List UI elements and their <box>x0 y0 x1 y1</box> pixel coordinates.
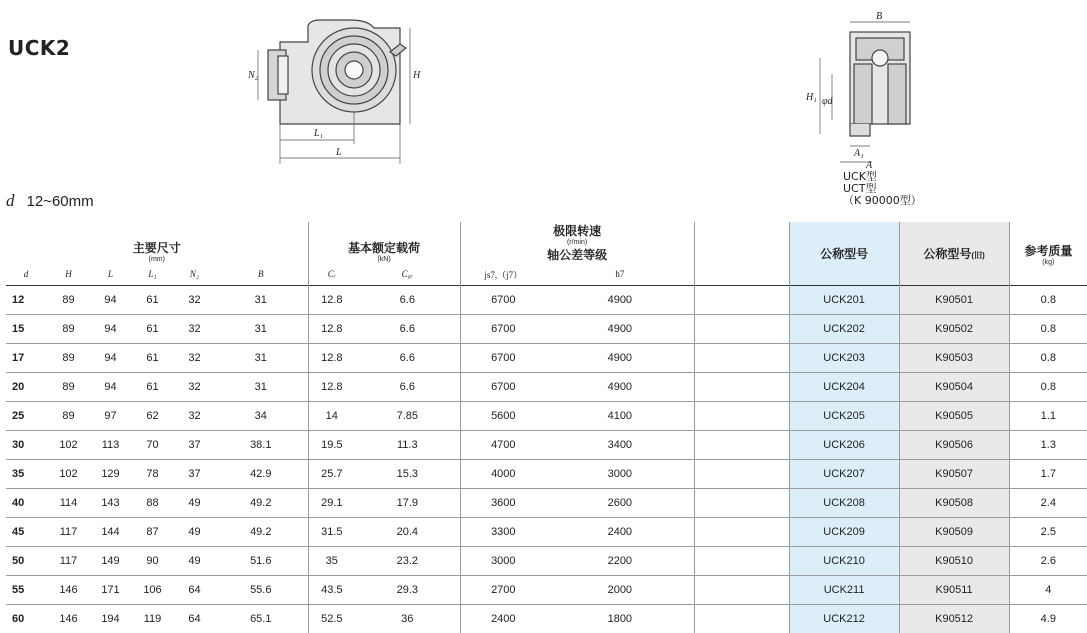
page-title: UCK2 <box>8 36 70 60</box>
cell-cr: 29.1 <box>308 489 355 518</box>
cell-l: 113 <box>91 431 130 460</box>
dim-label-d: φd <box>822 96 834 107</box>
cell-h: 114 <box>46 489 91 518</box>
cell-n2: 49 <box>175 547 214 576</box>
bore-symbol: d <box>6 191 15 210</box>
dim-label-b: B <box>876 11 882 22</box>
cell-l1: 88 <box>130 489 175 518</box>
cell-b: 31 <box>214 315 308 344</box>
cell-blank <box>694 489 789 518</box>
table-row <box>6 518 1087 547</box>
table-row <box>6 460 1087 489</box>
cell-b: 51.6 <box>214 547 308 576</box>
cell-js7: 6700 <box>460 344 546 373</box>
cell-js7: 5600 <box>460 402 546 431</box>
cell-l: 97 <box>91 402 130 431</box>
cell-kg: 0.8 <box>1009 344 1087 373</box>
cell-l: 143 <box>91 489 130 518</box>
cell-h: 102 <box>46 460 91 489</box>
cell-cr: 43.5 <box>308 576 355 605</box>
cell-c0r: 6.6 <box>355 286 460 315</box>
type-note: UCK型 <box>843 171 922 183</box>
cell-kg: 1.1 <box>1009 402 1087 431</box>
dim-label-l: L <box>335 147 342 158</box>
cell-cr: 12.8 <box>308 344 355 373</box>
cell-old: K90507 <box>899 460 1009 489</box>
cell-c0r: 7.85 <box>355 402 460 431</box>
cell-h7: 2400 <box>546 518 694 547</box>
cell-d: 50 <box>6 547 46 576</box>
cell-l: 94 <box>91 344 130 373</box>
cell-n2: 32 <box>175 373 214 402</box>
dim-label-h1: H₁ <box>805 92 817 103</box>
table-row <box>6 576 1087 605</box>
cell-js7: 3300 <box>460 518 546 547</box>
cell-js7: 6700 <box>460 373 546 402</box>
cell-c0r: 15.3 <box>355 460 460 489</box>
table-row <box>6 431 1087 460</box>
cell-blank <box>694 518 789 547</box>
cell-cr: 12.8 <box>308 286 355 315</box>
cell-l1: 78 <box>130 460 175 489</box>
subheader-d: d <box>6 263 46 286</box>
cell-l: 149 <box>91 547 130 576</box>
cell-n2: 32 <box>175 344 214 373</box>
cell-c0r: 6.6 <box>355 344 460 373</box>
cell-blank <box>694 315 789 344</box>
cell-h: 146 <box>46 576 91 605</box>
cell-h7: 4900 <box>546 373 694 402</box>
header-dims: 主要尺寸 (mm) <box>6 222 308 263</box>
cell-js7: 3000 <box>460 547 546 576</box>
cell-old: K90506 <box>899 431 1009 460</box>
cell-l1: 70 <box>130 431 175 460</box>
cell-model: UCK205 <box>789 402 899 431</box>
cell-model: UCK207 <box>789 460 899 489</box>
cell-kg: 1.3 <box>1009 431 1087 460</box>
table-row <box>6 373 1087 402</box>
cell-js7: 2400 <box>460 605 546 633</box>
cell-blank <box>694 576 789 605</box>
cell-blank <box>694 402 789 431</box>
subheader-h7: h7 <box>546 263 694 286</box>
header-model: 公称型号 <box>789 222 899 286</box>
table-row <box>6 489 1087 518</box>
type-note: UCT型 <box>843 183 922 195</box>
cell-l1: 106 <box>130 576 175 605</box>
header-speed: 极限转速 (r/min) 轴公差等级 <box>460 222 694 263</box>
cell-blank <box>694 373 789 402</box>
cell-c0r: 36 <box>355 605 460 633</box>
cell-cr: 52.5 <box>308 605 355 633</box>
bore-range-text: 12~60mm <box>27 193 94 210</box>
cell-kg: 0.8 <box>1009 373 1087 402</box>
table-row <box>6 286 1087 315</box>
cell-h7: 4100 <box>546 402 694 431</box>
cell-kg: 0.8 <box>1009 286 1087 315</box>
cell-old: K90501 <box>899 286 1009 315</box>
subheader-c0r: C₀ᵣ <box>355 263 460 286</box>
cell-h7: 4900 <box>546 286 694 315</box>
cell-kg: 2.6 <box>1009 547 1087 576</box>
cell-blank <box>694 460 789 489</box>
cell-kg: 4.9 <box>1009 605 1087 633</box>
cell-d: 25 <box>6 402 46 431</box>
cell-model: UCK206 <box>789 431 899 460</box>
subheader-cr: Cᵣ <box>308 263 355 286</box>
cell-js7: 6700 <box>460 286 546 315</box>
cell-js7: 2700 <box>460 576 546 605</box>
cell-l: 144 <box>91 518 130 547</box>
cell-js7: 3600 <box>460 489 546 518</box>
front-view-drawing <box>250 12 430 172</box>
header-weight: 参考质量 (kg) <box>1009 222 1087 286</box>
cell-model: UCK210 <box>789 547 899 576</box>
cell-model: UCK204 <box>789 373 899 402</box>
cell-b: 65.1 <box>214 605 308 633</box>
cell-n2: 37 <box>175 460 214 489</box>
cell-old: K90502 <box>899 315 1009 344</box>
cell-n2: 32 <box>175 315 214 344</box>
table-row <box>6 315 1087 344</box>
type-note: （K 90000型） <box>843 195 922 207</box>
cell-h: 146 <box>46 605 91 633</box>
subheader-h: H <box>46 263 91 286</box>
subheader-l1: L₁ <box>130 263 175 286</box>
cell-h7: 3000 <box>546 460 694 489</box>
cell-l1: 61 <box>130 344 175 373</box>
cell-h7: 4900 <box>546 315 694 344</box>
cell-b: 31 <box>214 344 308 373</box>
cell-h: 89 <box>46 402 91 431</box>
cell-cr: 35 <box>308 547 355 576</box>
cell-h: 89 <box>46 344 91 373</box>
cell-l1: 119 <box>130 605 175 633</box>
cell-kg: 2.4 <box>1009 489 1087 518</box>
cell-n2: 32 <box>175 402 214 431</box>
cell-b: 38.1 <box>214 431 308 460</box>
cell-kg: 2.5 <box>1009 518 1087 547</box>
cell-blank <box>694 286 789 315</box>
dim-label-h: H <box>412 70 421 81</box>
cell-model: UCK201 <box>789 286 899 315</box>
header-model-old: 公称型号(旧) <box>899 222 1009 286</box>
cell-c0r: 11.3 <box>355 431 460 460</box>
cell-old: K90511 <box>899 576 1009 605</box>
cell-d: 55 <box>6 576 46 605</box>
cell-l1: 61 <box>130 315 175 344</box>
dim-label-a: A <box>865 160 873 171</box>
cell-l1: 61 <box>130 286 175 315</box>
cell-d: 17 <box>6 344 46 373</box>
cell-kg: 0.8 <box>1009 315 1087 344</box>
cell-kg: 1.7 <box>1009 460 1087 489</box>
table-header-row <box>6 222 1087 263</box>
cell-old: K90504 <box>899 373 1009 402</box>
cell-blank <box>694 431 789 460</box>
cell-d: 30 <box>6 431 46 460</box>
dim-label-n2: N₂ <box>247 70 259 81</box>
cell-h7: 2600 <box>546 489 694 518</box>
cell-d: 60 <box>6 605 46 633</box>
cell-d: 12 <box>6 286 46 315</box>
cell-js7: 4000 <box>460 460 546 489</box>
cell-n2: 32 <box>175 286 214 315</box>
subheader-b: B <box>214 263 308 286</box>
cell-b: 31 <box>214 373 308 402</box>
table-row <box>6 547 1087 576</box>
cell-js7: 6700 <box>460 315 546 344</box>
table-row <box>6 605 1087 633</box>
cell-h7: 3400 <box>546 431 694 460</box>
type-notes <box>843 171 922 207</box>
cell-cr: 25.7 <box>308 460 355 489</box>
cell-d: 45 <box>6 518 46 547</box>
cell-h: 102 <box>46 431 91 460</box>
cell-blank <box>694 605 789 633</box>
cell-old: K90505 <box>899 402 1009 431</box>
cell-kg: 4 <box>1009 576 1087 605</box>
cell-n2: 64 <box>175 576 214 605</box>
cell-old: K90508 <box>899 489 1009 518</box>
cell-d: 35 <box>6 460 46 489</box>
cell-b: 31 <box>214 286 308 315</box>
cell-cr: 19.5 <box>308 431 355 460</box>
cell-model: UCK209 <box>789 518 899 547</box>
cell-c0r: 17.9 <box>355 489 460 518</box>
cell-h7: 4900 <box>546 344 694 373</box>
cell-c0r: 6.6 <box>355 373 460 402</box>
bore-range <box>6 191 94 211</box>
cell-n2: 64 <box>175 605 214 633</box>
cell-c0r: 20.4 <box>355 518 460 547</box>
cell-model: UCK203 <box>789 344 899 373</box>
dim-label-a1: A₁ <box>853 148 864 159</box>
cell-h: 117 <box>46 547 91 576</box>
subheader-js7: js7,（j7） <box>460 263 546 286</box>
cell-b: 55.6 <box>214 576 308 605</box>
cell-h7: 2000 <box>546 576 694 605</box>
cell-h7: 2200 <box>546 547 694 576</box>
dim-label-l1: L₁ <box>313 128 323 139</box>
cell-model: UCK202 <box>789 315 899 344</box>
cell-n2: 37 <box>175 431 214 460</box>
cell-model: UCK211 <box>789 576 899 605</box>
cell-l: 94 <box>91 286 130 315</box>
cell-h: 89 <box>46 315 91 344</box>
cell-d: 40 <box>6 489 46 518</box>
cell-old: K90512 <box>899 605 1009 633</box>
cell-l1: 90 <box>130 547 175 576</box>
table-body <box>6 286 1087 633</box>
cell-b: 49.2 <box>214 518 308 547</box>
cell-old: K90509 <box>899 518 1009 547</box>
cell-l: 194 <box>91 605 130 633</box>
cell-cr: 31.5 <box>308 518 355 547</box>
cell-cr: 12.8 <box>308 373 355 402</box>
cell-l1: 62 <box>130 402 175 431</box>
cell-l1: 87 <box>130 518 175 547</box>
cell-js7: 4700 <box>460 431 546 460</box>
cell-cr: 14 <box>308 402 355 431</box>
cell-h: 117 <box>46 518 91 547</box>
cell-old: K90503 <box>899 344 1009 373</box>
cell-cr: 12.8 <box>308 315 355 344</box>
cell-n2: 49 <box>175 518 214 547</box>
cell-l: 94 <box>91 315 130 344</box>
cell-d: 15 <box>6 315 46 344</box>
cell-n2: 49 <box>175 489 214 518</box>
cell-blank <box>694 547 789 576</box>
cell-b: 34 <box>214 402 308 431</box>
cell-l1: 61 <box>130 373 175 402</box>
cell-blank <box>694 344 789 373</box>
subheader-n2: N₂ <box>175 263 214 286</box>
cell-c0r: 23.2 <box>355 547 460 576</box>
spec-table <box>6 222 1087 633</box>
cell-c0r: 29.3 <box>355 576 460 605</box>
cell-c0r: 6.6 <box>355 315 460 344</box>
cell-b: 49.2 <box>214 489 308 518</box>
cell-l: 171 <box>91 576 130 605</box>
cell-h: 89 <box>46 286 91 315</box>
cell-h: 89 <box>46 373 91 402</box>
cell-b: 42.9 <box>214 460 308 489</box>
table-row <box>6 402 1087 431</box>
cell-model: UCK212 <box>789 605 899 633</box>
table-row <box>6 344 1087 373</box>
cell-h7: 1800 <box>546 605 694 633</box>
cell-old: K90510 <box>899 547 1009 576</box>
header-blank <box>694 222 789 263</box>
subheader-l: L <box>91 263 130 286</box>
cell-model: UCK208 <box>789 489 899 518</box>
cell-l: 94 <box>91 373 130 402</box>
header-load: 基本额定载荷 (kN) <box>308 222 460 263</box>
cell-d: 20 <box>6 373 46 402</box>
subheader-blank <box>694 263 789 286</box>
side-view-drawing <box>800 8 920 168</box>
cell-l: 129 <box>91 460 130 489</box>
